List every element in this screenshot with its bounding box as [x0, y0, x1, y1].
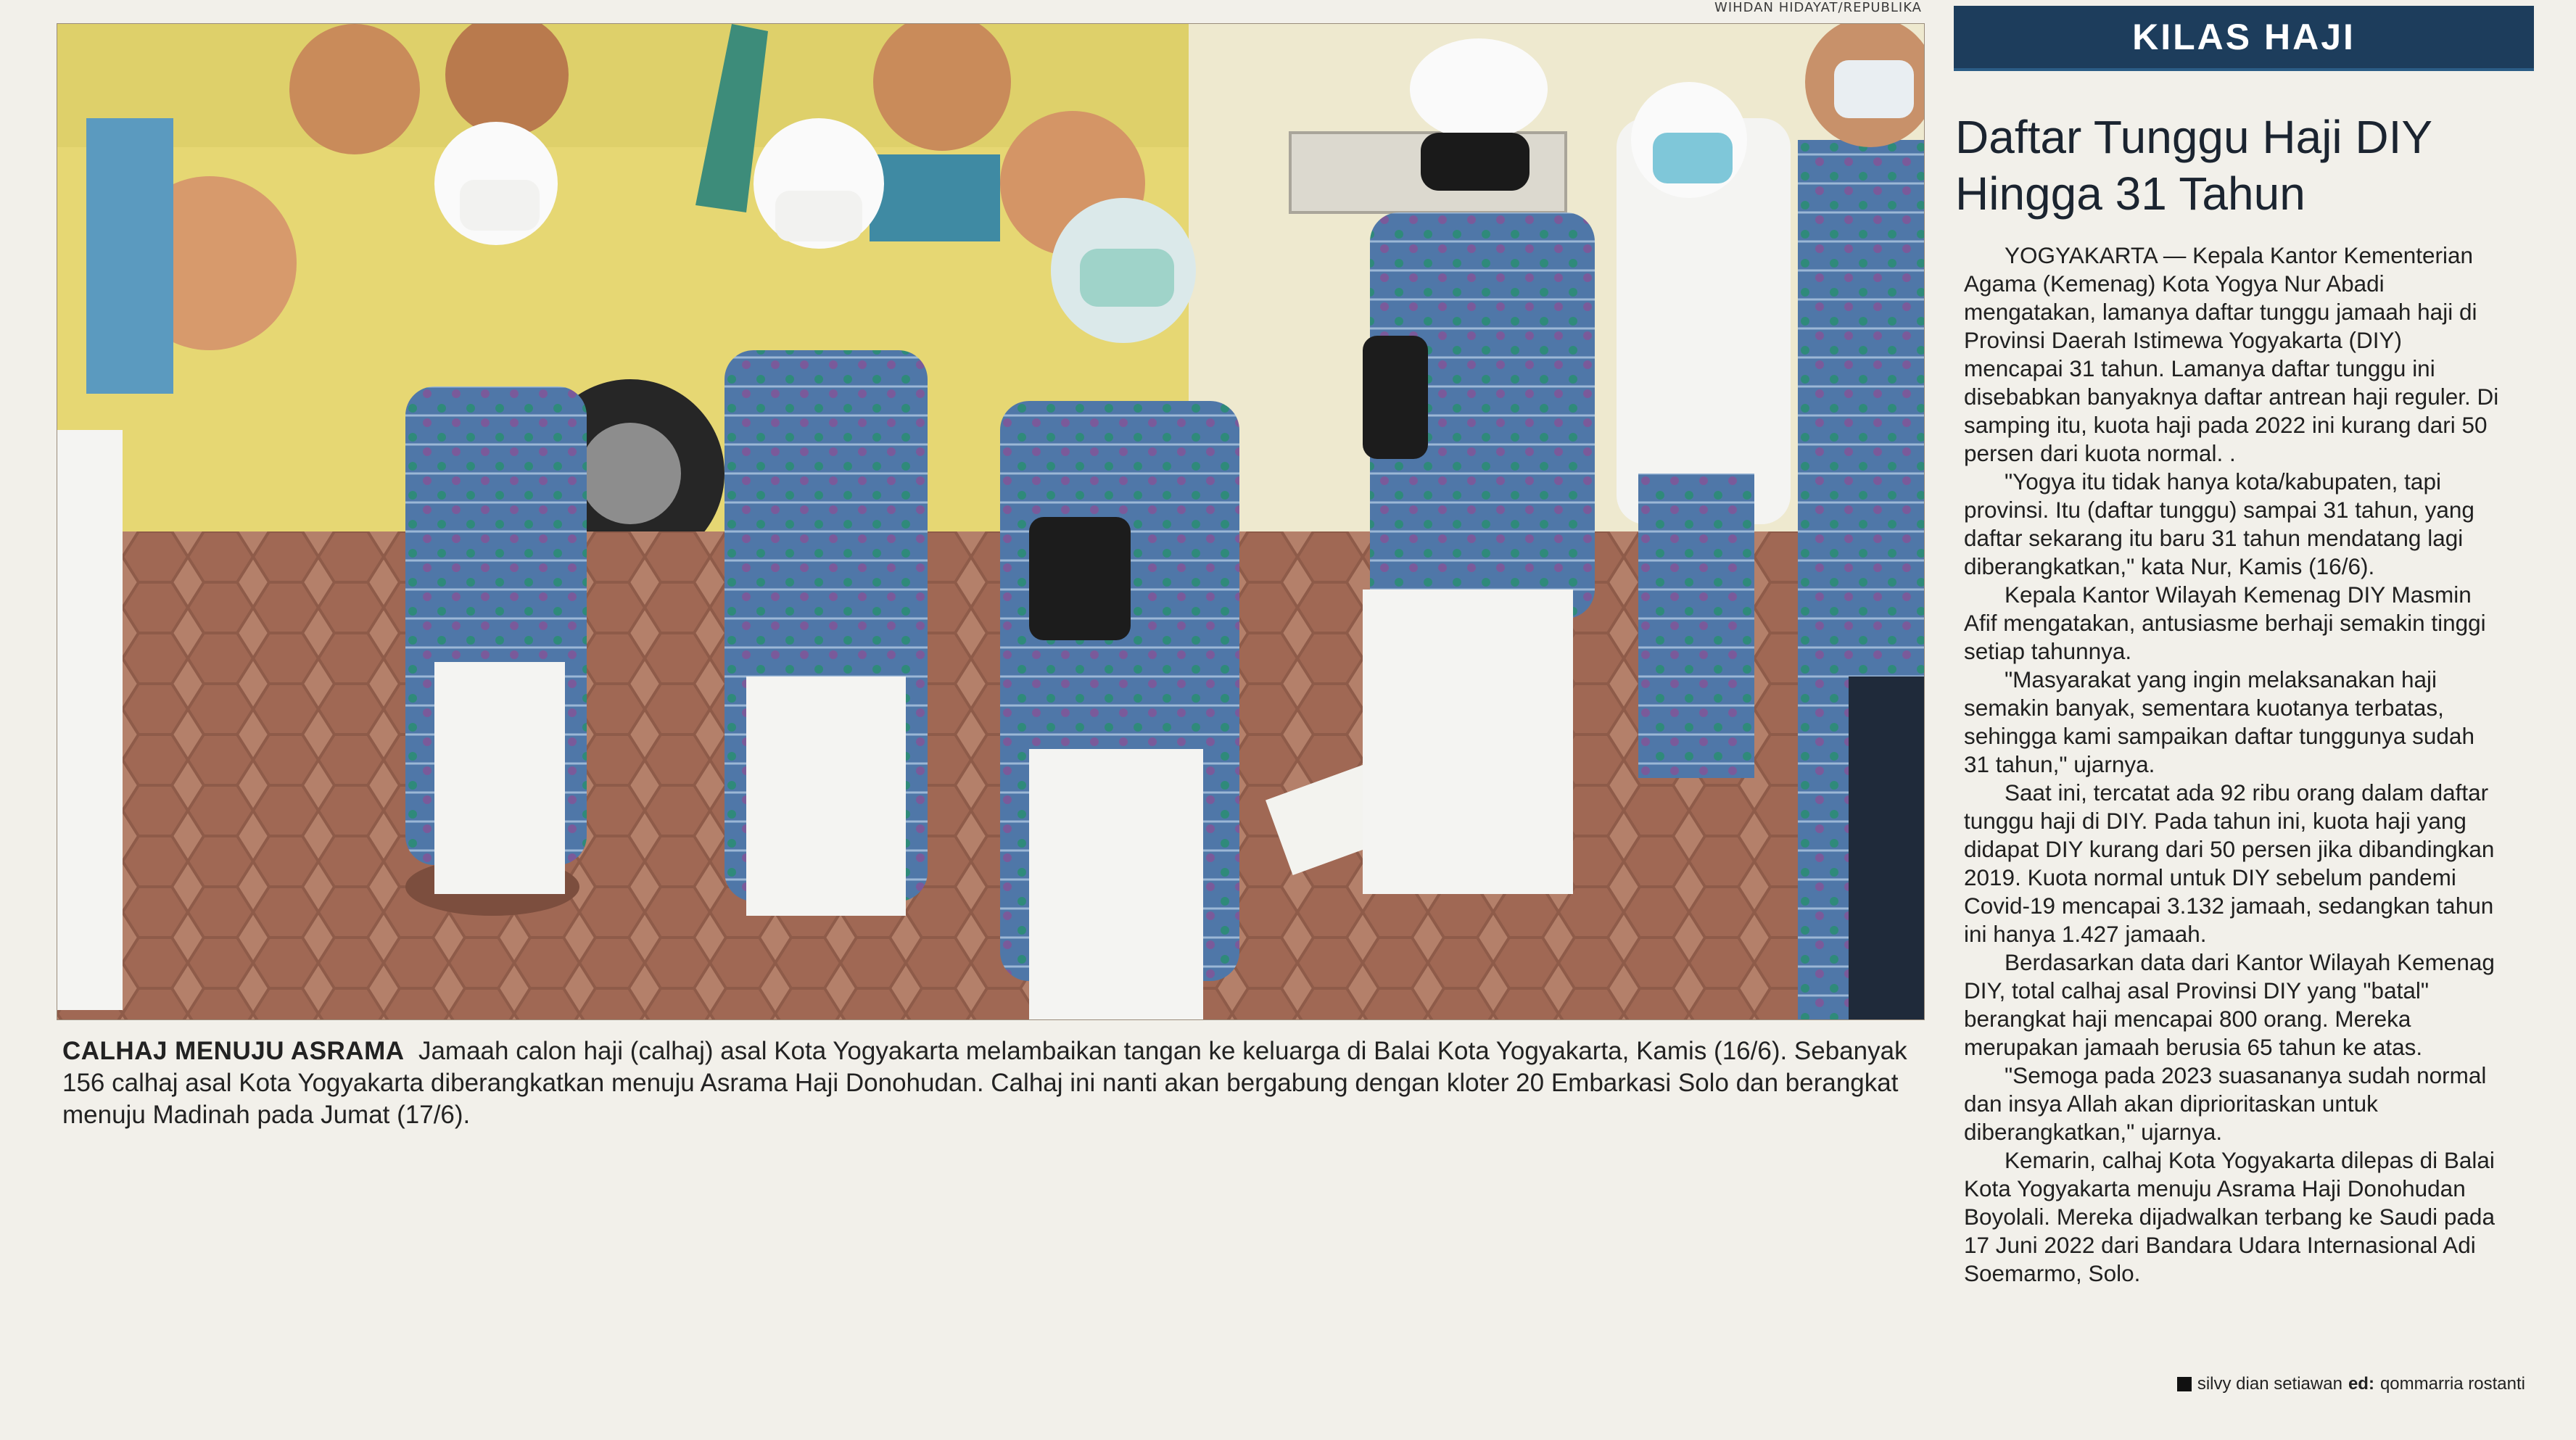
article-line: dan insya Allah akan diprioritaskan untuk	[1964, 1091, 2378, 1117]
byline-square-icon	[2177, 1377, 2192, 1391]
article-line: Provinsi Daerah Istimewa Yogyakarta (DIY)	[1964, 327, 2403, 353]
article-line: "Yogya itu tidak hanya kota/kabupaten, tapi	[2005, 468, 2441, 495]
article-line: semakin banyak, sementara kuotanya terbatas,	[1964, 695, 2444, 721]
section-label: KILAS HAJI	[2132, 17, 2356, 57]
article-line: setiap tahunnya.	[1964, 638, 2132, 664]
article-line: "Semoga pada 2023 suasananya sudah normal	[2005, 1062, 2487, 1088]
article-line: Kota Yogyakarta menuju Asrama Haji Donohudan	[1964, 1175, 2466, 1201]
byline-editor: qommarria rostanti	[2379, 1374, 2525, 1394]
article-line: YOGYAKARTA — Kepala Kantor Kementerian	[2005, 242, 2474, 268]
article-line: didapat DIY kurang dari 50 persen jika dibandingkan	[1964, 836, 2495, 862]
caption-title: CALHAJ MENUJU ASRAMA	[62, 1037, 405, 1065]
article-line: samping itu, kuota haji pada 2022 ini kurang dari 50	[1964, 412, 2488, 438]
caption-line-3: menuju Madinah pada Jumat (17/6).	[62, 1101, 471, 1129]
article-line: Berdasarkan data dari Kantor Wilayah Kemenag	[2005, 949, 2495, 975]
article-line: merupakan jamaah berusia 65 tahun ke atas.	[1964, 1034, 2423, 1060]
news-photo	[57, 23, 1925, 1020]
article-line: 31 tahun," ujarnya.	[1964, 751, 2155, 777]
article-line: diberangkatkan," ujarnya.	[1964, 1119, 2223, 1145]
caption-line-1	[62, 1035, 1919, 1067]
article-line: tunggu haji di DIY. Pada tahun ini, kuota haji yang	[1964, 808, 2466, 834]
article-line: Agama (Kemenag) Kota Yogya Nur Abadi	[1964, 270, 2385, 297]
article-line: disebabkan banyaknya daftar antrean haji reguler. Di	[1964, 384, 2499, 410]
article-line: 2019. Kuota normal untuk DIY sebelum pandemi	[1964, 864, 2456, 890]
article-line: mencapai 31 tahun. Lamanya daftar tunggu ini	[1964, 355, 2435, 381]
article-line: diberangkatkan," kata Nur, Kamis (16/6).	[1964, 553, 2375, 579]
article-line: 17 Juni 2022 dari Bandara Udara Internasional Adi	[1964, 1232, 2476, 1258]
article-line: persen dari kuota normal. .	[1964, 440, 2236, 466]
article-line: daftar sekarang itu baru 31 tahun mendatang lagi	[1964, 525, 2464, 551]
article-line: Saat ini, tercatat ada 92 ribu orang dalam daftar	[2005, 779, 2489, 806]
photo-credit: WIHDAN HIDAYAT/REPUBLIKA	[1714, 0, 1922, 15]
byline-writer: silvy dian setiawan	[2197, 1374, 2342, 1394]
headline-line: Daftar Tunggu Haji DIY	[1955, 111, 2433, 163]
article-line: mengatakan, lamanya daftar tunggu jamaah haji di	[1964, 299, 2477, 325]
article-line: Afif mengatakan, antusiasme berhaji semakin tinggi	[1964, 610, 2486, 636]
article-line: Kemarin, calhaj Kota Yogyakarta dilepas di Balai	[2005, 1147, 2495, 1173]
article-line: Boyolali. Mereka dijadwalkan terbang ke Saudi pada	[1964, 1204, 2495, 1230]
article-line: Covid-19 mencapai 3.132 jamaah, sedangkan tahun	[1964, 893, 2494, 919]
byline	[2177, 1374, 2525, 1394]
article-line: sehingga kami sampaikan daftar tunggunya sudah	[1964, 723, 2474, 749]
section-header	[1954, 6, 2534, 71]
byline-editor-label: ed:	[2348, 1374, 2374, 1394]
article-line: DIY, total calhaj asal Provinsi DIY yang "batal"	[1964, 977, 2430, 1004]
caption-text: Jamaah calon haji (calhaj) asal Kota Yogyakarta melambaikan tangan ke keluarga di Balai Kota Yogyakarta, Kamis (16/6). Sebanyak	[418, 1037, 1907, 1065]
headline-line: Hingga 31 Tahun	[1955, 167, 2305, 220]
article-body	[1964, 241, 2551, 1288]
article-line: Kepala Kantor Wilayah Kemenag DIY Masmin	[2005, 582, 2472, 608]
article-line: berangkat haji mencapai 800 orang. Mereka	[1964, 1006, 2411, 1032]
article-line: "Masyarakat yang ingin melaksanakan haji	[2005, 666, 2437, 692]
article-line: Soemarmo, Solo.	[1964, 1260, 2141, 1286]
caption-line-2: 156 calhaj asal Kota Yogyakarta diberangkatkan menuju Asrama Haji Donohudan. Calhaj ini nanti akan bergabung dengan kloter 20 Embarkasi Solo dan berangkat	[62, 1069, 1899, 1097]
article-line: ini hanya 1.427 jamaah.	[1964, 921, 2207, 947]
article-line: provinsi. Itu (daftar tunggu) sampai 31 tahun, yang	[1964, 497, 2474, 523]
article-headline	[1955, 109, 2550, 222]
photo-caption	[62, 1035, 1919, 1131]
